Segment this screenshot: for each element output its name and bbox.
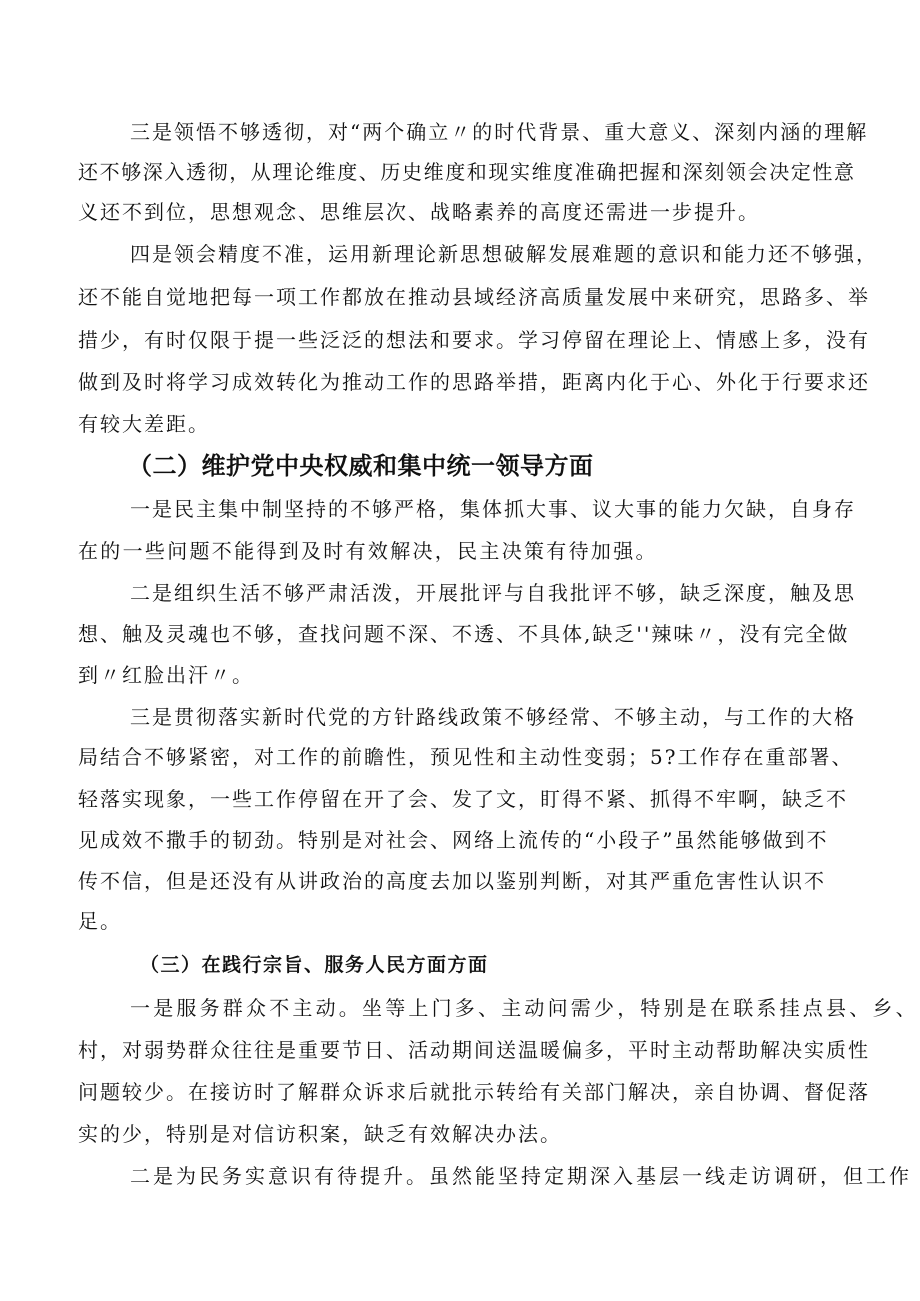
subsection-heading: （三）在践行宗旨、服务人民方面方面 [140,954,489,976]
paragraph-line: 轻落实现象，一些工作停留在开了会、发了文，盯得不紧、抓得不牢啊，缺乏不 [78,787,848,811]
paragraph-line: 问题较少。在接访时了解群众诉求后就批示转给有关部门解决，亲自协调、督促落 [78,1080,870,1104]
paragraph-line: 想、触及灵魂也不够，查找问题不深、不透、不具体,缺乏''辣味〃，没有完全做 [78,622,850,646]
paragraph-line: 还不能自觉地把每一项工作都放在推动县域经济高质量发展中来研究，思路多、举 [78,285,870,309]
paragraph-line: 义还不到位，思想观念、思维层次、战略素养的高度还需进一步提升。 [78,200,760,224]
paragraph-line: 局结合不够紧密，对工作的前瞻性，预见性和主动性变弱；5?工作存在重部署、 [78,745,854,769]
paragraph-line: 二是为民务实意识有待提升。虽然能坚持定期深入基层一线走访调研，但工作 [130,1164,912,1188]
paragraph-line: 一是服务群众不主动。坐等上门多、主动问需少，特别是在联系挂点县、乡、 [130,996,919,1020]
paragraph-line: 在的一些问题不能得到及时有效解决，民主决策有待加强。 [78,539,658,563]
section-heading: （二）维护党中央权威和集中统一领导方面 [128,452,594,480]
paragraph-line: 实的少，特别是对信访积案，缺乏有效解决办法。 [78,1122,562,1146]
paragraph-line: 二是组织生活不够严肃活泼，开展批评与自我批评不够，缺乏深度，触及思 [130,581,856,605]
paragraph-line: 四是领会精度不准，运用新理论新思想破解发展难题的意识和能力还不够强， [130,242,878,266]
paragraph-line: 传不信，但是还没有从讲政治的高度去加以鉴别判断，对其严重危害性认识不 [78,869,826,893]
paragraph-line: 有较大差距。 [78,412,210,436]
paragraph-line: 村，对弱势群众往往是重要节日、活动期间送温暖偏多，平时主动帮助解决实质性 [78,1038,870,1062]
paragraph-line: 到〃红脸出汗〃。 [78,663,254,687]
paragraph-line: 见成效不撒手的韧劲。特别是对社会、网络上流传的“小段子”虽然能够做到不 [78,828,829,852]
paragraph-line: 一是民主集中制坚持的不够严格，集体抓大事、议大事的能力欠缺，自身存 [130,497,856,521]
paragraph-line: 还不够深入透彻，从理论维度、历史维度和现实维度准确把握和深刻领会决定性意 [78,160,856,184]
paragraph-line: 做到及时将学习成效转化为推动工作的思路举措，距离内化于心、外化于行要求还 [78,370,870,394]
paragraph-line: 三是领悟不够透彻，对“两个确立〃的时代背景、重大意义、深刻内涵的理解 [130,120,869,144]
paragraph-line: 三是贯彻落实新时代党的方针路线政策不够经常、不够主动，与工作的大格 [130,705,856,729]
paragraph-line: 足。 [78,909,122,933]
paragraph-line: 措少，有时仅限于提一些泛泛的想法和要求。学习停留在理论上、情感上多，没有 [78,328,870,352]
